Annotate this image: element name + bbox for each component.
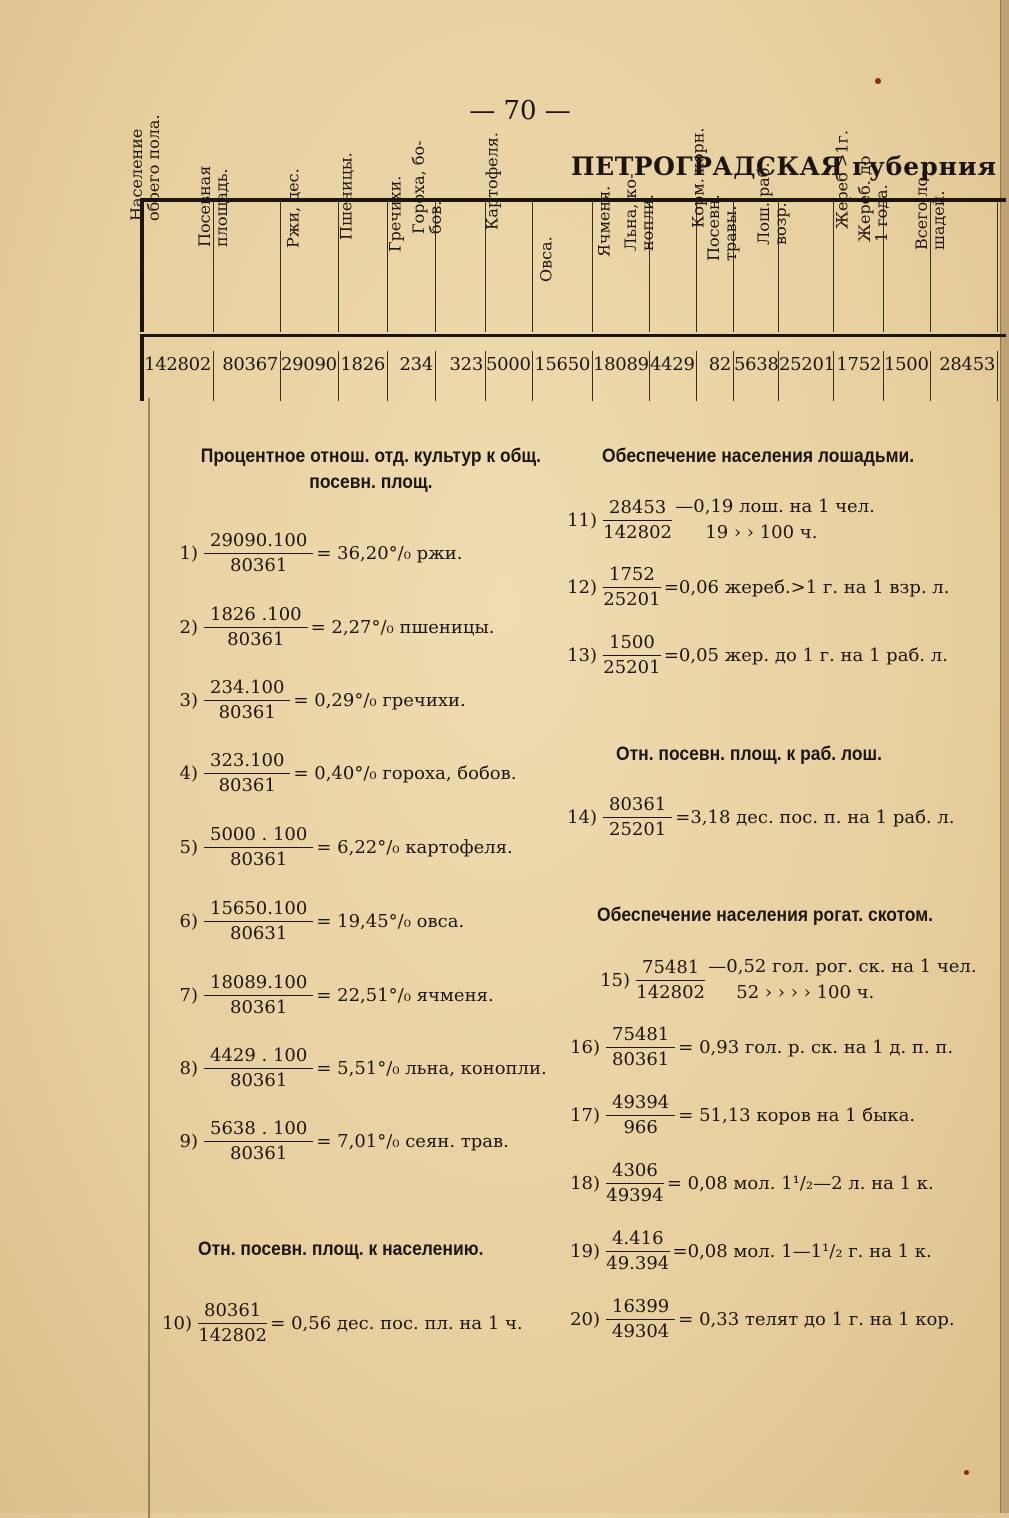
- paper-speck: [875, 78, 881, 84]
- left-section-title-line2: посевн. площ.: [309, 472, 433, 493]
- table-header-cell: [912, 171, 998, 332]
- result: = 51,13 коров на 1 быка.: [678, 1104, 916, 1126]
- formula-18: [568, 1160, 934, 1207]
- formula-number: 6): [179, 911, 198, 932]
- formula-number: 19): [570, 1241, 600, 1262]
- formula-5: [166, 824, 513, 871]
- table-header-label: Всего ло- шадей.: [912, 171, 948, 250]
- table-header-label: Льна, ко- нопли.: [621, 173, 657, 251]
- table-cell: 4429: [650, 351, 697, 401]
- table-header-label: Ржи, дес.: [283, 168, 302, 249]
- denominator: 49.394: [606, 1253, 670, 1274]
- formula-11: [565, 494, 875, 546]
- table-header-label: Картофеля.: [482, 132, 502, 231]
- result: = 19,45°/₀ овса.: [316, 910, 465, 932]
- left-section-title-population: Отн. посевн. площ. к населению.: [198, 1239, 484, 1260]
- fraction: [204, 972, 313, 1019]
- right-section-title-area-per-horse: Отн. посевн. площ. к раб. лош.: [616, 744, 882, 765]
- table-cell: 5000: [486, 351, 533, 401]
- table-header-cell: [533, 202, 593, 332]
- result: = 0,33 телят до 1 г. на 1 кор.: [678, 1308, 955, 1330]
- fraction: [603, 497, 672, 544]
- table-header-cell: [408, 140, 486, 332]
- formula-number: 14): [567, 807, 597, 828]
- denominator: 80361: [227, 629, 285, 650]
- formula-number: 12): [567, 577, 597, 598]
- denominator: 80361: [218, 775, 276, 796]
- table-header-label: Лош. раб. возр.: [754, 162, 790, 246]
- denominator: 49304: [612, 1321, 670, 1342]
- fraction: [204, 898, 313, 945]
- result: =0,08 мол. 1—1¹/₂ г. на 1 к.: [672, 1240, 932, 1262]
- table-header-cell: [336, 152, 388, 332]
- formula-3: [166, 677, 466, 724]
- formula-number: 15): [600, 969, 630, 991]
- table-header-label: Посевная площадь.: [195, 165, 231, 247]
- result: =3,18 дес. пос. п. на 1 раб. л.: [675, 806, 955, 828]
- denominator: 142802: [603, 521, 672, 543]
- result: = 0,56 дес. пос. пл. на 1 ч.: [270, 1312, 523, 1334]
- table-cell: 80367: [214, 351, 281, 401]
- result-line-2: 52 › › › › 100 ч.: [736, 982, 875, 1003]
- table-cell: 18089: [593, 351, 650, 401]
- result: = 0,08 мол. 1¹/₂—2 л. на 1 к.: [666, 1172, 934, 1194]
- table-cell: 25201: [779, 351, 834, 401]
- result: = 0,40°/₀ гороха, бобов.: [293, 762, 517, 784]
- right-section-title-cattle: Обеспечение населения рогат. скотом.: [597, 905, 934, 926]
- formula-number: 17): [570, 1105, 600, 1126]
- fraction: [204, 1118, 313, 1165]
- fraction: [204, 677, 290, 724]
- result: = 7,01°/₀ сеян. трав.: [316, 1130, 509, 1152]
- fraction: [603, 632, 661, 679]
- formula-13: [565, 632, 948, 679]
- table-header-label: Население обоего пола.: [126, 114, 163, 222]
- formula-19: [568, 1228, 932, 1275]
- fraction: [603, 794, 672, 841]
- page-number: — 70 —: [469, 96, 571, 126]
- result-line-1: —0,52 гол. рог. ск. на 1 чел.: [708, 956, 977, 977]
- denominator: 25201: [609, 819, 667, 840]
- numerator: 16399: [606, 1296, 675, 1320]
- result: = 0,93 гол. р. ск. на 1 д. п. п.: [678, 1036, 954, 1058]
- formula-16: [568, 1024, 953, 1071]
- fraction: [606, 1296, 675, 1343]
- numerator: 234.100: [204, 677, 290, 701]
- table-header-label: Овса.: [536, 236, 555, 283]
- numerator: 1500: [603, 632, 661, 656]
- right-section-title-horses: Обеспечение населения лошадьми.: [602, 446, 915, 467]
- table-left-margin-line: [148, 398, 150, 1518]
- numerator: 1826 .100: [204, 604, 308, 628]
- table-header-label: Гречихи.: [385, 175, 404, 252]
- denominator: 80361: [230, 555, 288, 576]
- result-line-1: —0,19 лош. на 1 чел.: [675, 496, 875, 517]
- table-header-cell: [482, 132, 533, 332]
- formula-number: 7): [179, 985, 198, 1006]
- formula-number: 8): [179, 1058, 198, 1079]
- result: = 6,22°/₀ картофеля.: [316, 836, 513, 858]
- table-cell: 28453: [931, 351, 998, 401]
- table-header-label: Жереб >1г.: [832, 130, 851, 230]
- formula-9: [166, 1118, 509, 1165]
- formula-20: [568, 1296, 955, 1343]
- formula-1: [166, 530, 462, 577]
- formula-12: [565, 564, 949, 611]
- formula-number: 2): [179, 617, 198, 638]
- fraction: [204, 530, 313, 577]
- result: =0,06 жереб.>1 г. на 1 взр. л.: [663, 576, 950, 598]
- fraction: [636, 957, 705, 1004]
- result: = 2,27°/₀ пшеницы.: [310, 616, 495, 638]
- table-header-label: Посевн. травы.: [704, 194, 740, 262]
- numerator: 1752: [603, 564, 661, 588]
- table-cell: 1826: [339, 351, 388, 401]
- result-stack: [708, 954, 976, 1006]
- denominator: 80361: [230, 1143, 288, 1164]
- formula-number: 5): [179, 837, 198, 858]
- table-cell: 5638: [734, 351, 779, 401]
- table-header-label: Жереб. до 1 года.: [855, 155, 891, 242]
- formula-6: [166, 898, 464, 945]
- fraction: [198, 1300, 267, 1347]
- denominator: 80361: [218, 702, 276, 723]
- formula-number: 1): [179, 543, 198, 564]
- numerator: 5000 . 100: [204, 824, 313, 848]
- fraction: [204, 824, 313, 871]
- result-line-2: 19 › › 100 ч.: [705, 522, 818, 543]
- denominator: 966: [623, 1117, 658, 1138]
- numerator: 80361: [603, 794, 672, 818]
- table-header-label: Гороха, бо- бов.: [408, 140, 445, 235]
- province-name: ПЕТРОГРАДСКАЯ: [571, 152, 844, 181]
- table-cell: 1752: [834, 351, 884, 401]
- formula-7: [166, 972, 494, 1019]
- fraction: [606, 1160, 664, 1207]
- left-section-title-line1: Процентное отнош. отд. культур к общ.: [200, 446, 542, 467]
- numerator: 15650.100: [204, 898, 313, 922]
- numerator: 323.100: [204, 750, 290, 774]
- formula-10: [160, 1300, 523, 1347]
- result: = 0,29°/₀ гречихи.: [293, 689, 466, 711]
- table-data-row: [140, 337, 1006, 401]
- formula-number: 20): [570, 1309, 600, 1330]
- left-section-title: [180, 444, 562, 496]
- numerator: 80361: [198, 1300, 267, 1324]
- table-header-label: Пшеницы.: [336, 152, 356, 241]
- formula-14: [565, 794, 955, 841]
- province-word: губерния: [852, 152, 997, 181]
- formula-15: [598, 954, 977, 1006]
- numerator: 28453: [603, 497, 672, 521]
- denominator: 25201: [603, 589, 661, 610]
- denominator: 25201: [603, 657, 661, 678]
- formula-number: 10): [162, 1313, 192, 1334]
- result-stack: [675, 494, 875, 546]
- fraction: [204, 604, 308, 651]
- denominator: 80361: [230, 1070, 288, 1091]
- formula-number: 9): [179, 1131, 198, 1152]
- formula-number: 18): [570, 1173, 600, 1194]
- table-cell: 234: [388, 351, 436, 401]
- denominator: 142802: [636, 981, 705, 1003]
- formula-2: [166, 604, 495, 651]
- table-cell: 142802: [144, 351, 214, 401]
- table-cell: 82: [697, 351, 734, 401]
- result: = 36,20°/₀ ржи.: [316, 542, 463, 564]
- denominator: 142802: [198, 1325, 267, 1346]
- table-cell: 1500: [884, 351, 931, 401]
- numerator: 29090.100: [204, 530, 313, 554]
- numerator: 4306: [606, 1160, 664, 1184]
- table-cell: 29090: [281, 351, 339, 401]
- fraction: [606, 1024, 675, 1071]
- fraction: [606, 1228, 670, 1275]
- result: = 22,51°/₀ ячменя.: [316, 984, 494, 1006]
- numerator: 75481: [606, 1024, 675, 1048]
- paper-speck: [964, 1470, 969, 1475]
- result: = 5,51°/₀ льна, конопли.: [316, 1057, 547, 1079]
- denominator: 80631: [230, 923, 288, 944]
- numerator: 4.416: [606, 1228, 670, 1252]
- table-cell: 15650: [533, 351, 593, 401]
- fraction: [204, 1045, 313, 1092]
- numerator: 5638 . 100: [204, 1118, 313, 1142]
- formula-8: [166, 1045, 547, 1092]
- fraction: [204, 750, 290, 797]
- table-header-cell: [754, 162, 834, 332]
- formula-number: 11): [567, 509, 597, 531]
- denominator: 80361: [230, 849, 288, 870]
- fraction: [606, 1092, 675, 1139]
- formula-17: [568, 1092, 915, 1139]
- result: =0,05 жер. до 1 г. на 1 раб. л.: [663, 644, 948, 666]
- formula-4: [166, 750, 516, 797]
- table-header-label: Корм. корн.: [688, 127, 708, 228]
- formula-number: 16): [570, 1037, 600, 1058]
- numerator: 18089.100: [204, 972, 313, 996]
- formula-number: 4): [179, 763, 198, 784]
- denominator: 80361: [612, 1049, 670, 1070]
- denominator: 49394: [606, 1185, 664, 1206]
- numerator: 49394: [606, 1092, 675, 1116]
- table-header-cell: [195, 165, 281, 332]
- fraction: [603, 564, 661, 611]
- formula-number: 13): [567, 645, 597, 666]
- table-header-cell: [281, 168, 339, 332]
- denominator: 80361: [230, 997, 288, 1018]
- numerator: 4429 . 100: [204, 1045, 313, 1069]
- table-header-label: Ячменя.: [594, 185, 614, 257]
- table-cell: 323: [436, 351, 486, 401]
- numerator: 75481: [636, 957, 705, 981]
- formula-number: 3): [179, 690, 198, 711]
